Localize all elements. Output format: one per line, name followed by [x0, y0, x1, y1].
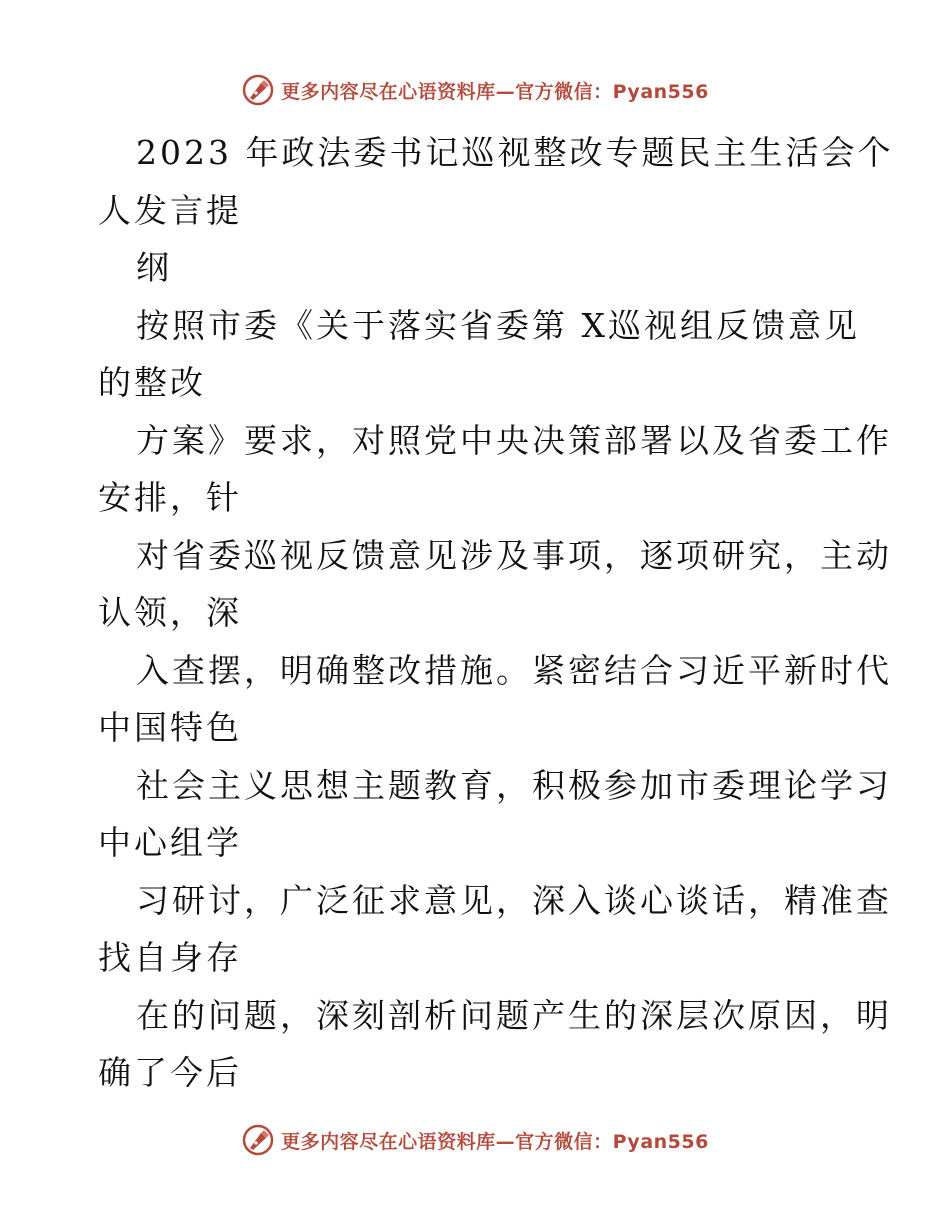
pen-nib-logo-icon: [241, 73, 275, 107]
text-line: 入查摆，明确整改措施。紧密结合习近平新时代: [136, 650, 892, 690]
text-line: 安排，针: [98, 478, 242, 517]
watermark-text: 更多内容尽在心语资料库—官方微信：Pyan556: [281, 1130, 709, 1153]
text-line: 的整改: [98, 363, 206, 402]
text-line: 中心组学: [98, 823, 242, 862]
text-line: 方案》要求，对照党中央决策部署以及省委工作: [136, 420, 892, 460]
text-line: 对省委巡视反馈意见涉及事项，逐项研究，主动: [136, 535, 892, 575]
document-body: [98, 124, 894, 1102]
text-line: 找自身存: [98, 938, 242, 977]
text-line: 中国特色: [98, 708, 242, 747]
header-watermark-banner: [0, 70, 950, 110]
text-line: 按照市委《关于落实省委第 X巡视组反馈意见: [136, 305, 860, 345]
footer-watermark-banner: [0, 1120, 950, 1160]
text-line: 认领，深: [98, 593, 242, 632]
text-line: 社会主义思想主题教育，积极参加市委理论学习: [136, 765, 892, 805]
text-line: 2023 年政法委书记巡视整改专题民主生活会个: [136, 133, 894, 172]
text-line: 习研讨，广泛征求意见，深入谈心谈话，精准查: [136, 880, 892, 920]
pen-nib-logo-icon: [241, 1123, 275, 1157]
text-line: 在的问题，深刻剖析问题产生的深层次原因，明: [136, 995, 892, 1035]
text-line: 纲: [136, 248, 172, 287]
watermark-text: 更多内容尽在心语资料库—官方微信：Pyan556: [281, 80, 709, 103]
text-line: 确了今后: [98, 1053, 242, 1092]
text-line: 人发言提: [98, 190, 242, 230]
